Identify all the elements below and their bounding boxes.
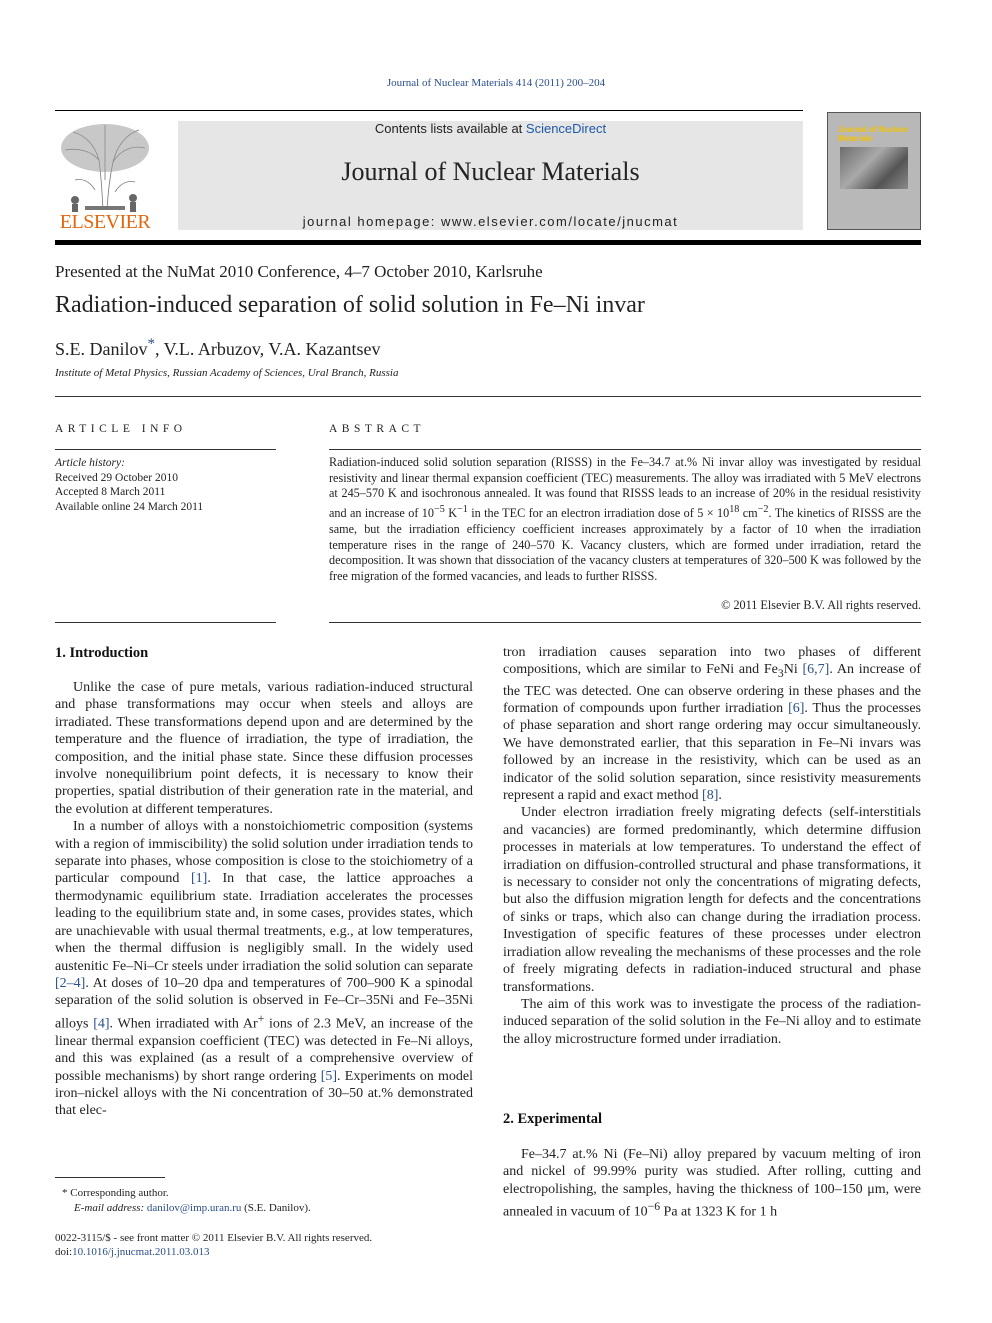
doi-link[interactable]: 10.1016/j.jnucmat.2011.03.013	[72, 1246, 210, 1258]
abstract-copyright: © 2011 Elsevier B.V. All rights reserved.	[721, 598, 921, 612]
abstract-text-3: in the TEC for an electron irradiation dose of 5 × 10	[467, 506, 730, 521]
article-info-rule	[55, 449, 276, 450]
intro-r1-text-d: . Thus the processes of phase separation and short range ordering may occur simultaneously. We have demonstrated earlier, that this separation in Fe–Ni invars was followed by an increase in the resistivity, which can be used as an indicator of the solid solution separation, since resistivity measurements represent a rapid and exact method	[503, 701, 922, 804]
footnote-star: *	[62, 1187, 68, 1199]
intro-paragraph-1: Unlike the case of pure metals, various radiation-induced structural and phase transformations may occur when steels and alloys are irradiated. These transformations depend upon and are determined by the temperature and the fluence of irradiation, the type of irradiation, the composition, and the initial phase state. Since these diffusion processes involve nonequilibrium point defects, it is necessary to know their properties, spatial distribution of their generation rate in the material, and the evolution at different temperatures.	[55, 680, 473, 817]
issn-line: 0022-3115/$ - see front matter © 2011 Elsevier B.V. All rights reserved.	[55, 1232, 373, 1244]
email-footnote	[74, 1201, 311, 1216]
abstract-text-1: Radiation-induced solid solution separation (RISSS) in the Fe–34.7 at.% Ni invar alloy was investigated by residual resistivity and linear thermal expansion coefficient (TEC) measurements. The alloy was irradiated with 5 MeV electrons at 245–570 K and isochronous annealed. It was found that RISSS leads to an increase of 20% in the residual resistivity and an increase of 10	[329, 455, 921, 521]
intro-paragraph-4: The aim of this work was to investigate the process of the radiation-induced separation of the solid solution in the Fe–Ni alloy and to estimate the alloy microstructure formed under irradiation.	[503, 996, 921, 1047]
experimental-text-b: Pa at 1323 K for 1 h	[660, 1204, 778, 1220]
abstract-text-4: cm	[739, 506, 758, 521]
journal-title: Journal of Nuclear Materials	[341, 157, 640, 186]
cover-image	[840, 147, 908, 189]
experimental-sup: −6	[647, 1200, 661, 1214]
intro-r1-text-a: tron irradiation causes separation into two phases of different compositions, which are similar to FeNi and Fe	[503, 645, 921, 678]
abstract-sup-4: −2	[757, 504, 769, 516]
abstract-body	[329, 455, 921, 585]
reference-link[interactable]: [6]	[788, 701, 805, 717]
journal-citation[interactable]: Journal of Nuclear Materials 414 (2011) 200–204	[386, 77, 606, 89]
abstract-sup-3: 18	[729, 504, 740, 516]
footnote-rule	[55, 1177, 165, 1178]
experimental-paragraph-1	[503, 1146, 921, 1221]
corresponding-author-footnote	[62, 1186, 169, 1201]
abstract-text-5: . The kinetics of RISSS are the same, but the irradiation efficiency coefficient increases approximately by a factor of 10 when the irradiation temperature rises in the range of 240–570 K. Vacancy clusters, which are formed under irradiation, retard the decomposition. It was shown that dissociation of the vacancy clusters at temperatures of 320–500 K was followed by the free migration of the formed vacancies, and leads to further RISSS.	[329, 506, 922, 583]
abstract-heading: ABSTRACT	[329, 423, 426, 435]
intro-r1-text-e: .	[718, 788, 722, 804]
reference-link[interactable]: [4]	[93, 1016, 110, 1032]
intro-p2-text-d: . When irradiated with Ar	[109, 1016, 258, 1032]
intro-p2-text-f: . Experiments on model iron–nickel alloys with the Ni concentration of 30–50 at.% demonstrated that elec-	[55, 1068, 473, 1119]
journal-homepage[interactable]: journal homepage: www.elsevier.com/locate/jnucmat	[302, 214, 679, 229]
section-heading-experimental: 2. Experimental	[503, 1111, 603, 1127]
reference-link[interactable]: [8]	[702, 788, 719, 804]
reference-link[interactable]: [2–4]	[55, 975, 86, 991]
intro-p2-text-a: In a number of alloys with a nonstoichiometric composition (systems with a region of immiscibility) the solid solution under irradiation tends to separate into phases, whose composition is close to the stoichiometry of a particular compound	[55, 819, 473, 887]
reference-link[interactable]: [5]	[320, 1068, 338, 1084]
conference-note: Presented at the NuMat 2010 Conference, 4–7 October 2010, Karlsruhe	[55, 262, 543, 281]
abstract-rule-bottom	[329, 622, 921, 623]
abstract-text-2: K	[444, 506, 458, 521]
publisher-wordmark: ELSEVIER	[59, 211, 151, 233]
corresponding-author-marker[interactable]: *	[147, 336, 155, 352]
author-rest: , V.L. Arbuzov, V.A. Kazantsev	[155, 339, 381, 359]
intro-p2-text-e: ions of 2.3 MeV, an increase of the linear thermal expansion coefficient (TEC) was detected in Fe–Ni alloys, and this was explained (as a result of a comprehensive overview of possible mechanisms) by short range ordering	[55, 1016, 473, 1084]
contents-prefix: Contents lists available at	[374, 121, 526, 136]
section-heading-introduction: 1. Introduction	[55, 645, 149, 661]
intro-sup-ar: +	[257, 1011, 265, 1025]
article-history	[55, 456, 203, 514]
intro-sub-3: 3	[777, 667, 784, 681]
experimental-text-a: Fe–34.7 at.% Ni (Fe–Ni) alloy prepared by vacuum melting of iron and nickel of 99.99% purity was studied. After rolling, cutting and electropolishing, the samples, having the thickness of 100–150 μm, were annealed in vacuum of 10	[503, 1147, 921, 1220]
intro-paragraph-2	[55, 818, 473, 1120]
online-date: Available online 24 March 2011	[55, 500, 204, 513]
article-title: Radiation-induced separation of solid solution in Fe–Ni invar	[55, 292, 645, 318]
sciencedirect-link[interactable]: ScienceDirect	[525, 121, 607, 136]
header-rule-top	[55, 110, 803, 111]
contents-line	[178, 121, 803, 136]
email-link[interactable]: danilov@imp.uran.ru	[146, 1202, 242, 1214]
intro-p2-text-c: . At doses of 10–20 dpa and temperatures of 700–900 K a spinodal separation of the solid solution is observed in Fe–Cr–35Ni and Fe–35Ni alloys	[55, 975, 473, 1032]
abstract-sup-2: −1	[457, 504, 468, 516]
left-column-body	[55, 679, 473, 1120]
intro-p2-text-b: . In that case, the lattice approaches a thermodynamic equilibrium state. Irradiation accelerates the processes leading to the equilibrium state and, in some cases, provides states, which are unachievable with usual thermal treatments, e.g., at low temperatures, when the thermal diffusion is negligibly small. In the widely used austenitic Fe–Ni–Cr steels under irradiation the solid solution can separate	[55, 871, 473, 974]
author-list	[55, 336, 380, 360]
title-rule	[55, 396, 921, 397]
intro-paragraph-2-continued	[503, 644, 921, 804]
intro-paragraph-3: Under electron irradiation freely migrating defects (self-interstitials and vacancies) are formed predominantly, which determine diffusion processes in materials at low temperatures. To understand the effect of irradiation on diffusion-controlled structural and phase transformations, it is necessary to consider not only the concentrations of migrating defects, but also the diffusion migration length for defects and the concentrations of sinks or traps, which also can change during the irradiation process. Investigation of specific features of these processes under electron irradiation allow revealing the mechanisms of these processes and the role of freely migrating defects in radiation-induced structural and phase transformations.	[503, 805, 921, 995]
received-date: Received 29 October 2010	[55, 471, 178, 484]
reference-link[interactable]: [6,7]	[802, 662, 830, 678]
intro-r1-text-b: Ni	[783, 662, 803, 678]
journal-banner	[178, 121, 803, 230]
affiliation: Institute of Metal Physics, Russian Academy of Sciences, Ural Branch, Russia	[55, 367, 399, 379]
email-owner: (S.E. Danilov).	[244, 1202, 311, 1214]
right-column-body	[503, 644, 921, 1048]
header-rule-bottom	[55, 240, 921, 245]
accepted-date: Accepted 8 March 2011	[55, 486, 166, 499]
cover-title: Journal of Nuclear Materials	[838, 125, 909, 143]
abstract-rule	[329, 449, 921, 450]
history-label: Article history:	[55, 457, 125, 469]
doi-label: doi:	[55, 1246, 73, 1258]
article-info-rule-bottom	[55, 622, 276, 623]
reference-link[interactable]: [1]	[191, 871, 208, 887]
elsevier-tree-icon	[55, 120, 155, 212]
intro-r1-text-c: . An increase of the TEC was detected. One can observe ordering in these phases and the formation of compounds upon further irradiation	[503, 662, 922, 717]
article-info-heading: ARTICLE INFO	[55, 423, 187, 435]
elsevier-logo[interactable]	[55, 120, 155, 232]
journal-cover-thumbnail[interactable]	[827, 112, 921, 230]
footnote-corresponding: Corresponding author.	[70, 1187, 169, 1199]
doi-line	[55, 1245, 210, 1260]
email-label: E-mail address:	[74, 1202, 145, 1214]
author-first: S.E. Danilov	[55, 339, 148, 359]
abstract-sup-1: −5	[433, 504, 445, 516]
experimental-body	[503, 1146, 921, 1221]
